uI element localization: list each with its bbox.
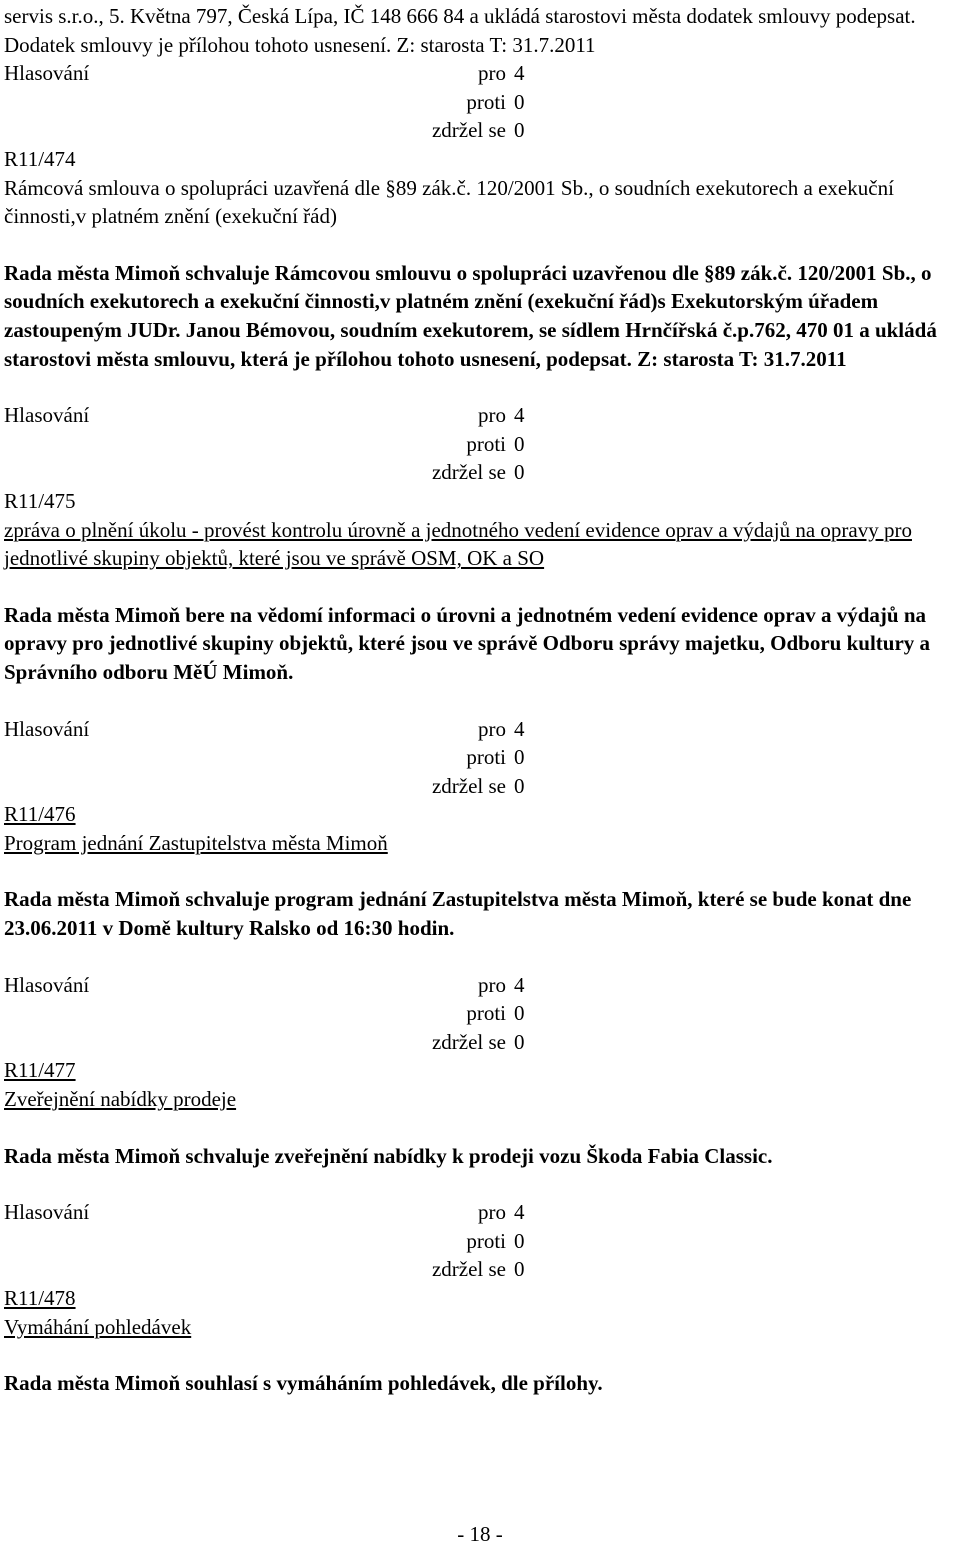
resolution-id: R11/476 bbox=[4, 802, 76, 827]
resolution-text: Rada města Mimoň schvaluje Rámcovou smlouvu o spolupráci uzavřenou dle §89 zák.č. 120/2001 Sb., o soudních exekutorech a exekuční činnosti,v platném znění (exekuční řád)s Exekutorským úřadem zastoupeným JUDr. Janou Bémovou, soudním exekutorem, se sídlem Hrnčířská č.p.762, 470 01 a ukládá starostovi města smlouvu, která je přílohou tohoto usnesení, podepsat. Z: starosta T: 31.7.2011 bbox=[4, 260, 937, 371]
vote-count-pro: 4 bbox=[514, 972, 525, 997]
vote-count-proti: 0 bbox=[514, 1228, 525, 1253]
vote-count-proti: 0 bbox=[514, 89, 525, 114]
vote-block bbox=[4, 1198, 956, 1284]
vote-count-pro: 4 bbox=[514, 716, 525, 741]
vote-count-zdrzel: 0 bbox=[514, 1029, 525, 1054]
vote-label-proti: proti bbox=[466, 745, 506, 770]
vote-block bbox=[4, 715, 956, 801]
resolution-title: Program jednání Zastupitelstva města Mimoň bbox=[4, 830, 388, 855]
resolution-id: R11/475 bbox=[4, 488, 76, 513]
vote-count-proti: 0 bbox=[514, 1001, 525, 1026]
intro-paragraph: servis s.r.o., 5. Května 797, Česká Lípa, IČ 148 666 84 a ukládá starostovi města dodatek smlouvy podepsat. Dodatek smlouvy je přílohou tohoto usnesení. Z: starosta T: 31.7.2011 bbox=[4, 4, 916, 57]
vote-label-proti: proti bbox=[466, 431, 506, 456]
vote-label-pro: pro bbox=[478, 716, 506, 741]
resolution-id: R11/478 bbox=[4, 1286, 76, 1311]
vote-label-zdrzel: zdržel se bbox=[431, 460, 506, 485]
vote-count-zdrzel: 0 bbox=[514, 1257, 525, 1282]
vote-title: Hlasování bbox=[4, 972, 90, 997]
vote-block bbox=[4, 401, 956, 487]
resolution-text: Rada města Mimoň schvaluje program jednání Zastupitelstva města Mimoň, které se bude konat dne 23.06.2011 v Domě kultury Ralsko od 16:30 hodin. bbox=[4, 887, 912, 941]
resolution-text: Rada města Mimoň souhlasí s vymáháním pohledávek, dle přílohy. bbox=[4, 1371, 603, 1396]
vote-label-proti: proti bbox=[466, 1228, 506, 1253]
resolution-id: R11/477 bbox=[4, 1058, 76, 1083]
vote-label-pro: pro bbox=[478, 61, 506, 86]
vote-count-pro: 4 bbox=[514, 61, 525, 86]
resolution-title: Vymáhání pohledávek bbox=[4, 1314, 192, 1339]
vote-label-pro: pro bbox=[478, 403, 506, 428]
vote-label-proti: proti bbox=[466, 1001, 506, 1026]
resolution-title: Zveřejnění nabídky prodeje bbox=[4, 1087, 237, 1112]
vote-block bbox=[4, 59, 956, 145]
vote-label-proti: proti bbox=[466, 89, 506, 114]
resolution-title: zpráva o plnění úkolu - provést kontrolu úrovně a jednotného vedení evidence oprav a výdajů na opravy pro jednotlivé skupiny objektů, které jsou ve správě OSM, OK a SO bbox=[4, 517, 912, 571]
resolution-title: Rámcová smlouva o spolupráci uzavřená dle §89 zák.č. 120/2001 Sb., o soudních exekutorech a exekuční činnosti,v platném znění (exekuční řád) bbox=[4, 175, 894, 229]
vote-title: Hlasování bbox=[4, 1200, 90, 1225]
vote-label-pro: pro bbox=[478, 1200, 506, 1225]
vote-title: Hlasování bbox=[4, 403, 90, 428]
vote-count-zdrzel: 0 bbox=[514, 118, 525, 143]
resolution-id: R11/474 bbox=[4, 146, 76, 171]
vote-title: Hlasování bbox=[4, 61, 90, 86]
vote-block bbox=[4, 971, 956, 1057]
vote-label-zdrzel: zdržel se bbox=[431, 773, 506, 798]
vote-label-zdrzel: zdržel se bbox=[431, 1257, 506, 1282]
vote-label-pro: pro bbox=[478, 972, 506, 997]
resolution-text: Rada města Mimoň bere na vědomí informaci o úrovni a jednotném vedení evidence oprav a výdajů na opravy pro jednotlivé skupiny objektů, které jsou ve správě Odboru správy majetku, Odboru kultury a Správního odboru MěÚ Mimoň. bbox=[4, 602, 931, 684]
vote-count-pro: 4 bbox=[514, 1200, 525, 1225]
vote-count-proti: 0 bbox=[514, 745, 525, 770]
vote-count-pro: 4 bbox=[514, 403, 525, 428]
vote-count-zdrzel: 0 bbox=[514, 773, 525, 798]
vote-label-zdrzel: zdržel se bbox=[431, 1029, 506, 1054]
page-number: - 18 - bbox=[457, 1522, 503, 1546]
resolution-text: Rada města Mimoň schvaluje zveřejnění nabídky k prodeji vozu Škoda Fabia Classic. bbox=[4, 1143, 773, 1168]
vote-count-zdrzel: 0 bbox=[514, 460, 525, 485]
vote-count-proti: 0 bbox=[514, 431, 525, 456]
vote-title: Hlasování bbox=[4, 716, 90, 741]
page-content bbox=[4, 2, 956, 1398]
vote-label-zdrzel: zdržel se bbox=[431, 118, 506, 143]
